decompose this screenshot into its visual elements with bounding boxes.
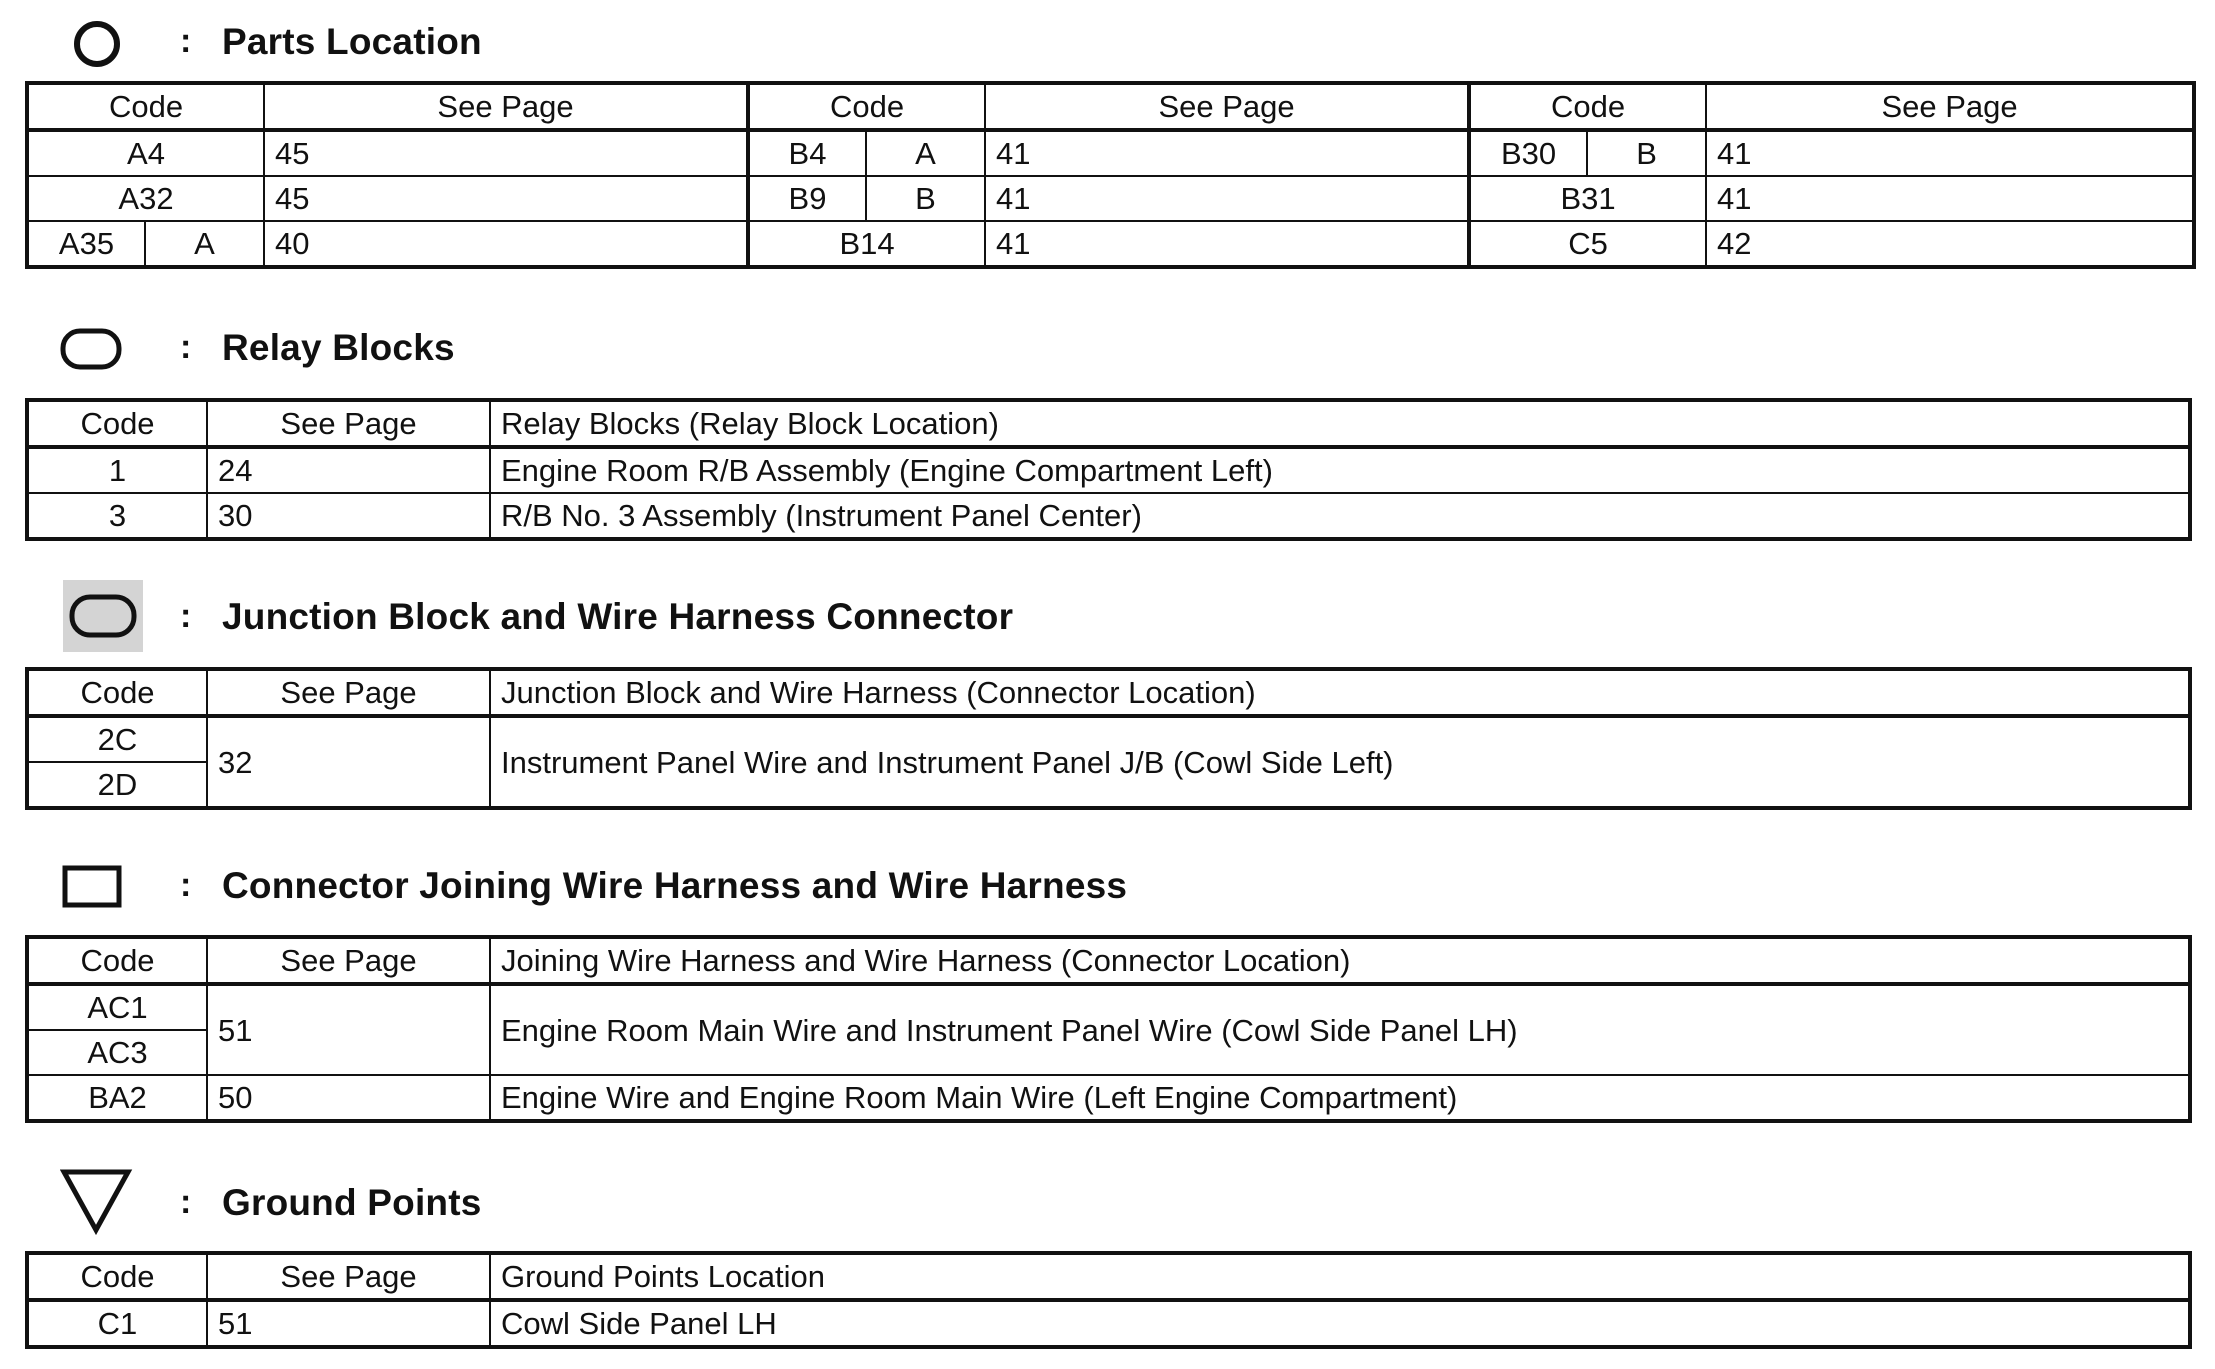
- column-header-code: Code: [748, 83, 985, 130]
- column-header-see-page: See Page: [264, 83, 748, 130]
- code-cell: B14: [748, 221, 985, 267]
- column-header-see-page: See Page: [207, 669, 490, 716]
- code-cell: B30: [1469, 130, 1587, 176]
- table-row: [27, 176, 2194, 221]
- circle-icon: [60, 4, 150, 84]
- column-header-description: Junction Block and Wire Harness (Connector Location): [490, 669, 2190, 716]
- column-header-see-page: See Page: [207, 937, 490, 984]
- column-header-code: Code: [27, 400, 207, 447]
- code-cell: A4: [27, 130, 264, 176]
- page-cell: 50: [207, 1075, 490, 1121]
- code-cell: C1: [27, 1300, 207, 1347]
- description-cell: Engine Room R/B Assembly (Engine Compartment Left): [490, 447, 2190, 493]
- code-cell: C5: [1469, 221, 1706, 267]
- table-row: [27, 493, 2190, 539]
- connector-joining-table: [25, 935, 2192, 1123]
- table-row: [27, 1300, 2190, 1347]
- table-header-row: [27, 1253, 2190, 1300]
- section-title: Connector Joining Wire Harness and Wire Harness: [222, 865, 1128, 906]
- column-header-see-page: See Page: [985, 83, 1469, 130]
- code-cell: AC1: [27, 984, 207, 1030]
- relay-blocks-table: [25, 398, 2192, 541]
- parts-location-table: [25, 81, 2196, 269]
- square-icon: [60, 845, 150, 925]
- description-cell: Engine Wire and Engine Room Main Wire (Left Engine Compartment): [490, 1075, 2190, 1121]
- column-header-code: Code: [27, 669, 207, 716]
- page-cell: 45: [264, 176, 748, 221]
- code-cell: B4: [748, 130, 866, 176]
- junction-block-table: [25, 667, 2192, 810]
- page-cell: 41: [985, 130, 1469, 176]
- description-cell: Instrument Panel Wire and Instrument Panel J/B (Cowl Side Left): [490, 716, 2190, 808]
- page-cell: 41: [985, 221, 1469, 267]
- code-cell: BA2: [27, 1075, 207, 1121]
- description-cell: Cowl Side Panel LH: [490, 1300, 2190, 1347]
- section-colon: :: [180, 597, 192, 635]
- code-cell: 2C: [27, 716, 207, 762]
- table-row: [27, 716, 2190, 762]
- page-cell: 41: [1706, 176, 2194, 221]
- description-cell: Engine Room Main Wire and Instrument Panel Wire (Cowl Side Panel LH): [490, 984, 2190, 1075]
- section-colon: :: [180, 328, 192, 366]
- down-triangle-icon: [60, 1162, 150, 1242]
- table-header-row: [27, 669, 2190, 716]
- page-cell: 32: [207, 716, 490, 808]
- section-colon: :: [180, 866, 192, 904]
- column-header-code: Code: [27, 1253, 207, 1300]
- connector-joining-header: [0, 845, 2215, 925]
- table-row: [27, 221, 2194, 267]
- code-cell: B9: [748, 176, 866, 221]
- column-header-code: Code: [1469, 83, 1706, 130]
- table-header-row: [27, 400, 2190, 447]
- table-header-row: [27, 937, 2190, 984]
- page-cell: 51: [207, 984, 490, 1075]
- section-colon: :: [180, 1183, 192, 1221]
- table-row: [27, 1075, 2190, 1121]
- description-cell: R/B No. 3 Assembly (Instrument Panel Center): [490, 493, 2190, 539]
- code-cell: A32: [27, 176, 264, 221]
- column-header-code: Code: [27, 937, 207, 984]
- column-header-see-page: See Page: [207, 400, 490, 447]
- code-cell: 3: [27, 493, 207, 539]
- page-cell: 41: [985, 176, 1469, 221]
- shaded-rounded-rect-icon: [60, 576, 150, 656]
- section-title: Parts Location: [222, 21, 482, 62]
- section-title: Junction Block and Wire Harness Connector: [222, 596, 1014, 637]
- page-cell: 42: [1706, 221, 2194, 267]
- sub-code-cell: B: [866, 176, 985, 221]
- code-cell: B31: [1469, 176, 1706, 221]
- ground-points-table: [25, 1251, 2192, 1349]
- code-cell: 1: [27, 447, 207, 493]
- code-cell: A35: [27, 221, 145, 267]
- sub-code-cell: A: [866, 130, 985, 176]
- table-header-row: [27, 83, 2194, 130]
- page-cell: 24: [207, 447, 490, 493]
- column-header-see-page: See Page: [1706, 83, 2194, 130]
- rounded-rect-icon: [60, 308, 150, 388]
- table-row: [27, 984, 2190, 1030]
- ground-points-header: [0, 1162, 2215, 1242]
- table-row: [27, 130, 2194, 176]
- code-cell: 2D: [27, 762, 207, 808]
- table-row: [27, 447, 2190, 493]
- page-cell: 40: [264, 221, 748, 267]
- page-cell: 30: [207, 493, 490, 539]
- section-title: Relay Blocks: [222, 327, 455, 368]
- section-colon: :: [180, 22, 192, 60]
- column-header-description: Joining Wire Harness and Wire Harness (Connector Location): [490, 937, 2190, 984]
- page-cell: 41: [1706, 130, 2194, 176]
- code-cell: AC3: [27, 1030, 207, 1075]
- sub-code-cell: A: [145, 221, 264, 267]
- relay-blocks-header: [0, 308, 2215, 388]
- page-cell: 51: [207, 1300, 490, 1347]
- junction-block-header: [0, 576, 2215, 656]
- column-header-description: Relay Blocks (Relay Block Location): [490, 400, 2190, 447]
- section-title: Ground Points: [222, 1182, 482, 1223]
- page-cell: 45: [264, 130, 748, 176]
- column-header-code: Code: [27, 83, 264, 130]
- sub-code-cell: B: [1587, 130, 1706, 176]
- column-header-see-page: See Page: [207, 1253, 490, 1300]
- parts-location-header: [0, 4, 2215, 84]
- column-header-description: Ground Points Location: [490, 1253, 2190, 1300]
